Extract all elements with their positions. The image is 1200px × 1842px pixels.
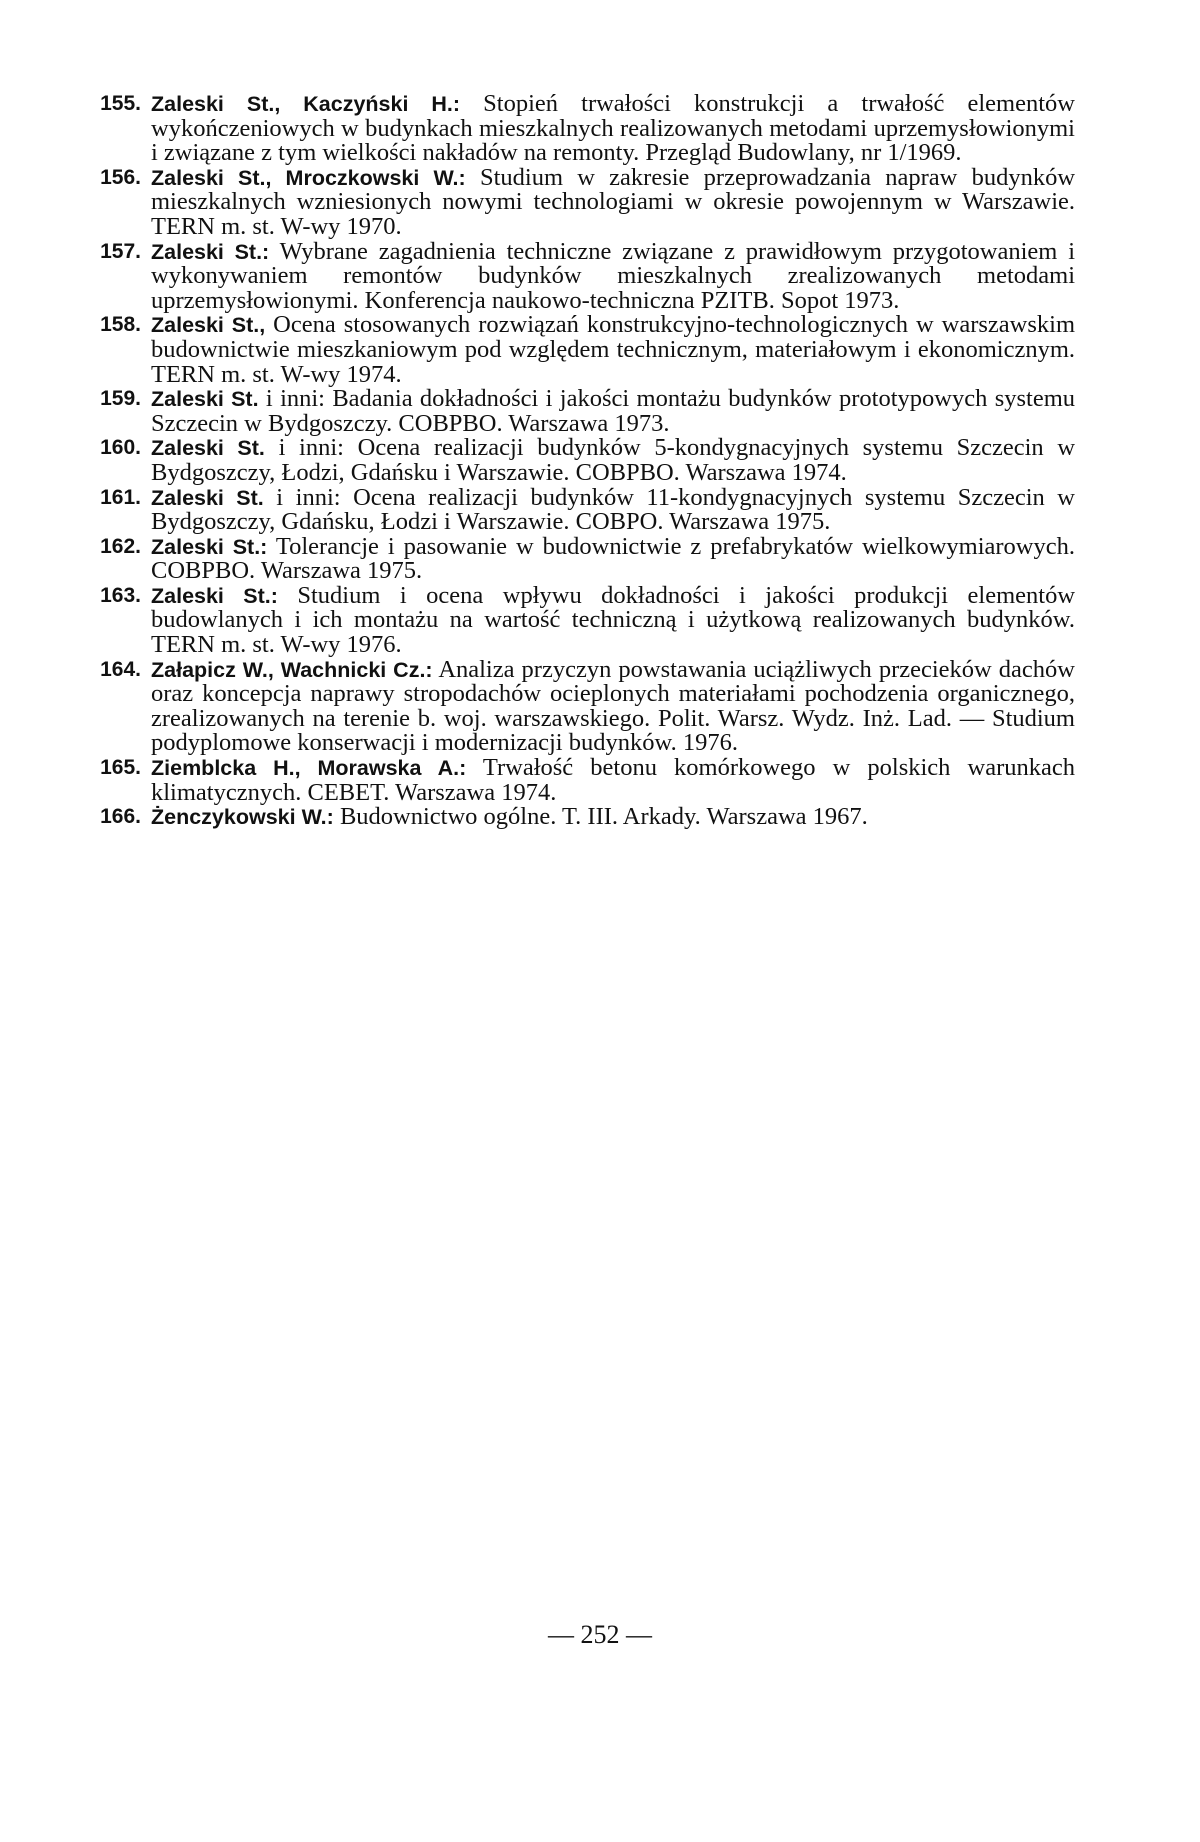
entry-number: 155. [100, 92, 141, 115]
entry-body [151, 532, 1075, 585]
entry-author: Załapicz W., Wachnicki Cz.: [151, 657, 433, 682]
entry-number: 158. [100, 313, 141, 337]
entry-body [151, 436, 1075, 485]
entry-author: Zaleski St.: [151, 239, 270, 264]
entry-author: Żenczykowski W.: [151, 805, 334, 830]
entry-text: Budownictwo ogólne. T. III. Arkady. Warszawa 1967. [339, 803, 868, 831]
entry-text: i inni: Ocena realizacji budynków 5-kondygnacyjnych systemu Szczecin w Bydgoszczy, Łodzi, Gdańsku i Warszawie. COBPBO. Warszawa 1974. [151, 434, 1076, 486]
entry-number: 166. [100, 805, 141, 829]
entry-body [151, 483, 1075, 536]
bibliography-entry [75, 313, 1075, 387]
bibliography-entry [75, 532, 1075, 585]
entry-number: 165. [100, 756, 141, 780]
entry-number: 163. [100, 583, 141, 607]
entry-author: Ziemblcka H., Morawska A.: [151, 756, 467, 781]
entry-body [151, 655, 1075, 757]
entry-text: Trwałość betonu komórkowego w polskich warunkach klimatycznych. CEBET. Warszawa 1974. [151, 754, 1075, 806]
entry-body [151, 581, 1076, 659]
page-number: — 252 — [548, 1620, 652, 1649]
entry-author: Zaleski St. [151, 485, 264, 510]
entry-body [151, 805, 1075, 830]
entry-number: 164. [100, 657, 141, 681]
entry-body [151, 756, 1075, 805]
entry-number: 156. [100, 165, 141, 189]
entry-author: Zaleski St. [151, 436, 265, 461]
entry-text: Wybrane zagadnienia techniczne związane z prawidłowym przygotowaniem i wykonywaniem remontów budynków mieszkalnych zrealizowanych metodami uprzemysłowionymi. Konferencja naukowo-techniczna PZITB. Sopot 1973. [151, 237, 1076, 314]
bibliography-entry [75, 756, 1075, 805]
entry-body [151, 163, 1076, 240]
bibliography-entry [75, 387, 1075, 436]
entry-number: 160. [100, 436, 141, 460]
entry-text: i inni: Badania dokładności i jakości montażu budynków prototypowych systemu Szczecin w Bydgoszczy. COBPBO. Warszawa 1973. [151, 385, 1076, 437]
entry-body [151, 92, 1075, 166]
entry-text: Studium w zakresie przeprowadzania napraw budynków mieszkalnych wzniesionych nowymi technologiami w okresie powojennym w Warszawie. TERN m. st. W-wy 1970. [151, 163, 1076, 240]
entry-author: Zaleski St.: [151, 583, 278, 608]
entry-author: Zaleski St.: [151, 534, 268, 559]
entry-text: Ocena stosowanych rozwiązań konstrukcyjno-technologicznych w warszawskim budownictwie mieszkaniowym pod względem technicznym, materiałowym i ekonomicznym. TERN m. st. W-wy 1974. [151, 311, 1076, 388]
bibliography-entry [75, 483, 1075, 536]
bibliography-list [75, 92, 1075, 830]
bibliography-entry [75, 436, 1075, 485]
entry-body [151, 237, 1076, 314]
entry-text: Analiza przyczyn powstawania uciążliwych przecieków dachów oraz koncepcja naprawy stropodachów ocieplonych materiałami pochodzenia organicznego, zrealizowanych na terenie b. woj. warszawskiego. Polit. Warsz. Wydz. Inż. Lad. — Studium podyplomowe konserwacji i modernizacji budynków. 1976. [151, 655, 1075, 757]
entry-author: Zaleski St., Kaczyński H.: [151, 92, 461, 116]
bibliography-entry [75, 655, 1075, 757]
entry-text: Tolerancje i pasowanie w budownictwie z prefabrykatów wielkowymiarowych. COBPBO. Warszawa 1975. [151, 532, 1075, 585]
entry-author: Zaleski St., Mroczkowski W.: [151, 165, 466, 190]
bibliography-entry [75, 805, 1075, 830]
bibliography-entry [75, 237, 1076, 314]
entry-text: Stopień trwałości konstrukcji a trwałość elementów wykończeniowych w budynkach mieszkalnych realizowanych metodami uprzemysłowionymi i związane z tym wielkości nakładów na remonty. Przegląd Budowlany, nr 1/1969. [151, 90, 1075, 167]
entry-body [151, 387, 1075, 436]
entry-author: Zaleski St., [151, 313, 266, 338]
entry-author: Zaleski St. [151, 387, 259, 412]
bibliography-entry [75, 163, 1076, 240]
entry-body [151, 313, 1075, 387]
entry-number: 162. [100, 534, 141, 558]
entry-number: 161. [100, 485, 141, 509]
entry-number: 157. [100, 239, 141, 263]
entry-text: Studium i ocena wpływu dokładności i jakości produkcji elementów budowlanych i ich montażu na wartość techniczną i użytkową realizowanych budynków. TERN m. st. W-wy 1976. [151, 581, 1076, 659]
bibliography-entry [75, 92, 1075, 166]
bibliography-entry [75, 581, 1076, 659]
entry-number: 159. [100, 387, 141, 411]
entry-text: i inni: Ocena realizacji budynków 11-kondygnacyjnych systemu Szczecin w Bydgoszczy, Gdańsku, Łodzi i Warszawie. COBPO. Warszawa 1975. [151, 483, 1075, 536]
